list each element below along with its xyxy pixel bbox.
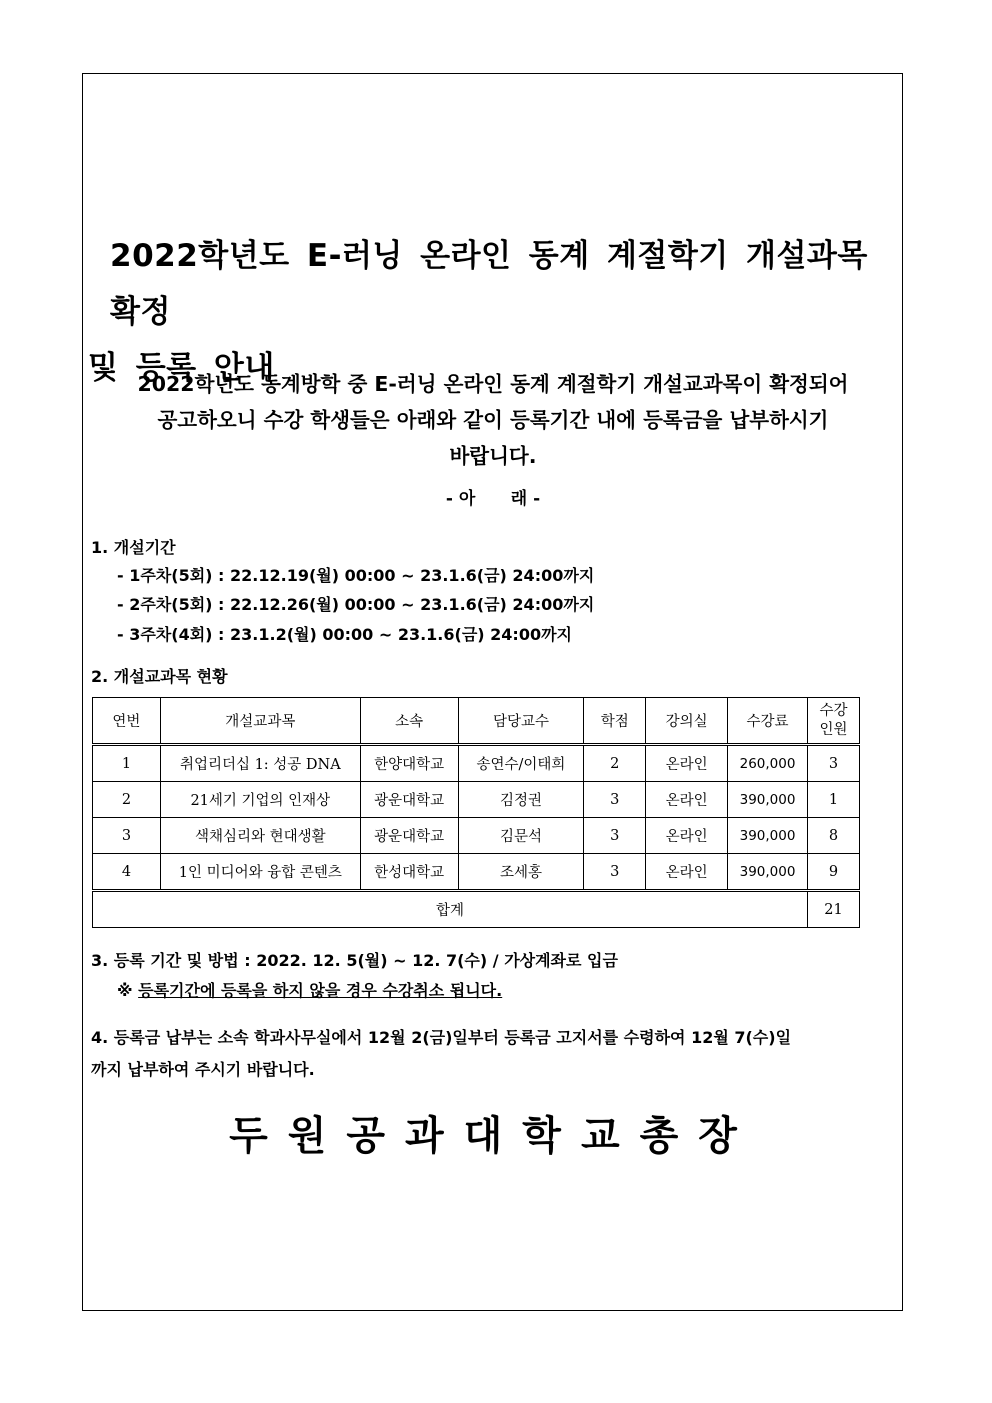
- header-professor: 담당교수: [458, 698, 584, 745]
- cell-professor: 김문석: [458, 818, 584, 854]
- cell-classroom: 온라인: [646, 782, 728, 818]
- cell-index: 1: [93, 745, 161, 782]
- title-line-1: 2022학년도 E-러닝 온라인 동계 계절학기 개설과목 확정: [110, 238, 868, 330]
- table-row: [93, 782, 860, 818]
- cell-credit: 3: [584, 782, 646, 818]
- cell-professor: 조세홍: [458, 854, 584, 891]
- header-enrollment-line2: 인원: [819, 721, 848, 738]
- section3-text: 3. 등록 기간 및 방법 : 2022. 12. 5(월) ~ 12. 7(수) / 가상계좌로 입금: [91, 951, 618, 970]
- cell-index: 2: [93, 782, 161, 818]
- section3-note: [117, 978, 502, 1001]
- cell-classroom: 온라인: [646, 818, 728, 854]
- note-mark: ※: [117, 981, 139, 1000]
- total-label: 합계: [93, 891, 808, 928]
- cell-classroom: 온라인: [646, 854, 728, 891]
- title-line-2: 및 등록 안내: [88, 350, 275, 386]
- signer-name: 두원공과대학교총장: [229, 1113, 757, 1159]
- period-item-week2: - 2주차(5회) : 22.12.26(월) 00:00 ~ 23.1.6(금) 24:00까지: [117, 595, 595, 614]
- cell-course: 21세기 기업의 인재상: [160, 782, 360, 818]
- section4-line-1: 4. 등록금 납부는 소속 학과사무실에서 12월 2(금)일부터 등록금 고지서를 수령하여 12월 7(수)일: [91, 1028, 792, 1047]
- cell-fee: 390,000: [728, 818, 808, 854]
- table-row: [93, 818, 860, 854]
- cell-affiliation: 광운대학교: [360, 818, 458, 854]
- table-header-row: [93, 698, 860, 745]
- period-item-week3: - 3주차(4회) : 23.1.2(월) 00:00 ~ 23.1.6(금) 24:00까지: [117, 625, 573, 644]
- cell-enrollment: 3: [808, 745, 860, 782]
- header-affiliation: 소속: [360, 698, 458, 745]
- cell-fee: 390,000: [728, 854, 808, 891]
- cell-affiliation: 한양대학교: [360, 745, 458, 782]
- header-enrollment-line1: 수강: [819, 702, 848, 719]
- cell-fee: 390,000: [728, 782, 808, 818]
- ahrae-heading: - 아 래 -: [445, 489, 541, 509]
- section1-heading: 1. 개설기간: [91, 538, 176, 557]
- cell-professor: 송연수/이태희: [458, 745, 584, 782]
- cell-course: 1인 미디어와 융합 콘텐츠: [160, 854, 360, 891]
- cell-course: 취업리더십 1: 성공 DNA: [160, 745, 360, 782]
- cell-affiliation: 광운대학교: [360, 782, 458, 818]
- cell-enrollment: 9: [808, 854, 860, 891]
- cell-classroom: 온라인: [646, 745, 728, 782]
- period-item-week1: - 1주차(5회) : 22.12.19(월) 00:00 ~ 23.1.6(금) 24:00까지: [117, 566, 595, 585]
- cell-index: 3: [93, 818, 161, 854]
- section4-line-2: 까지 납부하여 주시기 바랍니다.: [91, 1060, 315, 1079]
- cell-enrollment: 8: [808, 818, 860, 854]
- cell-credit: 3: [584, 818, 646, 854]
- cell-index: 4: [93, 854, 161, 891]
- table-row: [93, 854, 860, 891]
- intro-line-1: 2022학년도 동계방학 중 E-러닝 온라인 동계 계절학기 개설교과목이 확정되어: [137, 372, 849, 396]
- cell-enrollment: 1: [808, 782, 860, 818]
- section2-heading: 2. 개설교과목 현황: [91, 667, 228, 686]
- cell-professor: 김정권: [458, 782, 584, 818]
- intro-line-2: 공고하오니 수강 학생들은 아래와 같이 등록기간 내에 등록금을 납부하시기: [157, 408, 829, 432]
- intro-line-3: 바랍니다.: [449, 444, 537, 468]
- total-value: 21: [808, 891, 860, 928]
- header-course: 개설교과목: [160, 698, 360, 745]
- cell-course: 색채심리와 현대생활: [160, 818, 360, 854]
- cell-credit: 2: [584, 745, 646, 782]
- table-row: [93, 745, 860, 782]
- header-enrollment: [808, 698, 860, 745]
- header-classroom: 강의실: [646, 698, 728, 745]
- note-text: 등록기간에 등록을 하지 않을 경우 수강취소 됩니다.: [138, 981, 503, 1000]
- cell-credit: 3: [584, 854, 646, 891]
- header-fee: 수강료: [728, 698, 808, 745]
- section4-paragraph: [91, 1022, 897, 1086]
- header-credit: 학점: [584, 698, 646, 745]
- header-index: 연번: [93, 698, 161, 745]
- table-total-row: [93, 891, 860, 928]
- intro-paragraph: [90, 366, 896, 474]
- cell-fee: 260,000: [728, 745, 808, 782]
- cell-affiliation: 한성대학교: [360, 854, 458, 891]
- course-table: [92, 697, 860, 928]
